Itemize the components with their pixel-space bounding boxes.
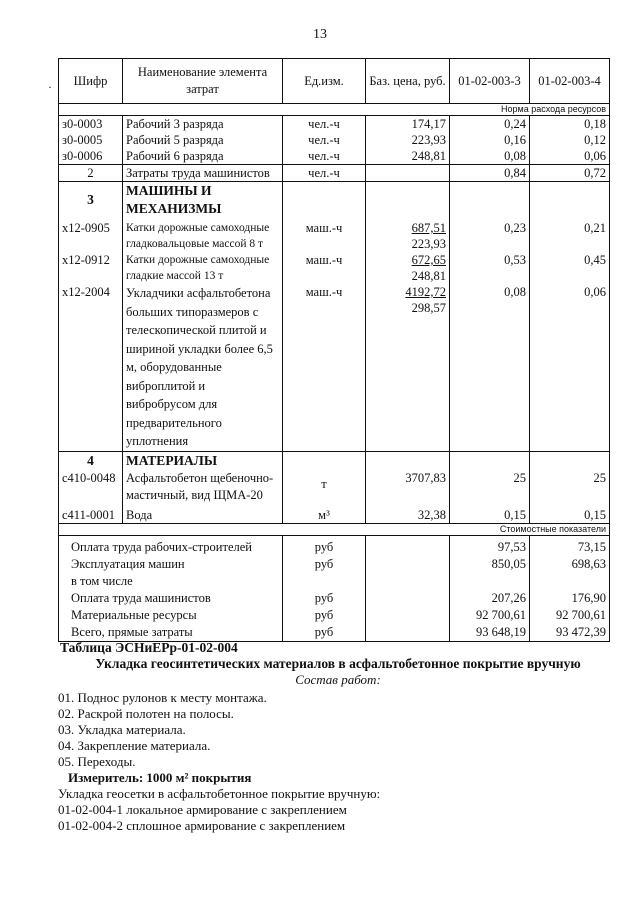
cell-v2: 0,15 (530, 504, 610, 524)
cell-unit: маш.-ч (283, 218, 366, 252)
next-table-section (58, 640, 618, 834)
list-item: 02. Раскрой полотен на полосы. (58, 706, 234, 721)
table-row (59, 252, 610, 284)
cell-price (366, 218, 450, 252)
summary-unit: руб (283, 607, 366, 624)
header-name: Наименование элемента затрат (123, 59, 283, 104)
table-row (59, 218, 610, 252)
cost-label-row (59, 523, 610, 535)
cell-unit: маш.-ч (283, 284, 366, 451)
price-value: 672,65 (411, 253, 446, 267)
cell-v1: 0,53 (450, 252, 530, 284)
cell-v1: 0,16 (450, 132, 530, 148)
name-line: шириной укладки более 6,5 (126, 341, 273, 356)
cell-name: Затраты труда машинистов (123, 165, 283, 182)
header-code: Шифр (59, 59, 123, 104)
cell-unit: чел.-ч (283, 116, 366, 133)
cell-code: х12-0905 (59, 218, 123, 252)
materials-section-row (59, 451, 610, 470)
summary-unit: руб (283, 624, 366, 642)
cell-name (123, 218, 283, 252)
norm-label: Норма расхода ресурсов (59, 104, 610, 116)
cell-v1: 0,08 (450, 284, 530, 451)
list-item: 01. Поднос рулонов к месту монтажа. (58, 690, 267, 705)
name-line: Укладчики асфальтобетона (126, 286, 271, 300)
cell-name (123, 252, 283, 284)
cell-name (123, 470, 283, 504)
cell-v2: 0,21 (530, 218, 610, 252)
cell-code: х12-0912 (59, 252, 123, 284)
list-item: 05. Переходы. (58, 754, 136, 769)
cell-v2: 0,72 (530, 165, 610, 182)
price-operator: 223,93 (411, 237, 446, 251)
cell-v2: 0,18 (530, 116, 610, 133)
summary-label: Эксплуатация машин (59, 556, 283, 573)
cell-v2: 0,12 (530, 132, 610, 148)
cell-unit: т (283, 470, 366, 504)
norm-label-row (59, 104, 610, 116)
section-title: МАТЕРИАЛЫ (123, 451, 283, 470)
machines-section-row (59, 182, 610, 219)
summary-unit: руб (283, 556, 366, 573)
cell-name: Рабочий 3 разряда (123, 116, 283, 133)
price-operator: 248,81 (411, 269, 446, 283)
summary-row (59, 624, 610, 642)
table-header-row (59, 59, 610, 104)
cell-price: 223,93 (366, 132, 450, 148)
summary-v1: 850,05 (450, 556, 530, 573)
table-title: Таблица ЭСНиЕРр-01-02-004 (60, 640, 238, 655)
table-row (59, 132, 610, 148)
cell-price: 248,81 (366, 148, 450, 165)
cell-unit: маш.-ч (283, 252, 366, 284)
composition-label: Состав работ: (295, 672, 381, 687)
cell-code: з0-0006 (59, 148, 123, 165)
name-line: телескопической плитой и (126, 323, 267, 337)
cell-price: 3707,83 (366, 470, 450, 504)
cell-price (366, 284, 450, 451)
section-code: 3 (59, 182, 123, 219)
page-number: 13 (313, 27, 327, 42)
table-row (59, 470, 610, 504)
cell-code: с410-0048 (59, 470, 123, 504)
list-item: Укладка геосетки в асфальтобетонное покрытие вручную: (58, 786, 381, 801)
section-code: 4 (59, 451, 123, 470)
summary-v2: 698,63 (530, 556, 610, 573)
name-line: гладкие массой 13 т (126, 270, 224, 282)
header-col-4: 01-02-003-4 (530, 59, 610, 104)
summary-label: Оплата труда рабочих-строителей (59, 535, 283, 556)
summary-unit: руб (283, 535, 366, 556)
cell-v2: 25 (530, 470, 610, 504)
cell-code: з0-0003 (59, 116, 123, 133)
operator-labor-row (59, 165, 610, 182)
margin-mark: · (48, 80, 52, 94)
list-item: 01-02-004-2 сплошное армирование с закреплением (58, 818, 346, 833)
section-title-line: МЕХАНИЗМЫ (126, 201, 222, 216)
list-item: 04. Закрепление материала. (58, 738, 211, 753)
cell-unit: чел.-ч (283, 132, 366, 148)
summary-label: Всего, прямые затраты (59, 624, 283, 642)
cell-v2: 0,06 (530, 284, 610, 451)
summary-unit: руб (283, 590, 366, 607)
resource-table (58, 58, 610, 642)
summary-label: в том числе (59, 573, 283, 590)
cell-v2: 0,06 (530, 148, 610, 165)
cell-price (366, 252, 450, 284)
cell-v2: 0,45 (530, 252, 610, 284)
cell-name: Рабочий 5 разряда (123, 132, 283, 148)
table-row (59, 284, 610, 451)
cost-label: Стоимостные показатели (59, 523, 610, 535)
cell-v1: 0,15 (450, 504, 530, 524)
cell-v1: 0,08 (450, 148, 530, 165)
summary-row (59, 607, 610, 624)
summary-row (59, 535, 610, 556)
section-title (123, 182, 283, 219)
summary-v1: 92 700,61 (450, 607, 530, 624)
name-line: виброплитой и (126, 378, 206, 393)
work-list (58, 690, 618, 770)
name-line: Катки дорожные самоходные (126, 222, 270, 234)
cell-v1: 0,24 (450, 116, 530, 133)
cell-name: Вода (123, 504, 283, 524)
summary-v2: 93 472,39 (530, 624, 610, 642)
cell-v1: 25 (450, 470, 530, 504)
table-row (59, 504, 610, 524)
table-row (59, 148, 610, 165)
cell-unit: м³ (283, 504, 366, 524)
cell-name: Рабочий 6 разряда (123, 148, 283, 165)
summary-row (59, 590, 610, 607)
name-line: гладковальцовые массой 8 т (126, 238, 264, 250)
summary-label: Материальные ресурсы (59, 607, 283, 624)
cell-code: с411-0001 (59, 504, 123, 524)
summary-row (59, 556, 610, 573)
table-subtitle: Укладка геосинтетических материалов в асфальтобетонное покрытие вручную (95, 656, 581, 671)
cell-price: 174,17 (366, 116, 450, 133)
name-line: м, оборудованные (126, 360, 222, 374)
header-price: Баз. цена, руб. (366, 59, 450, 104)
cell-name (123, 284, 283, 451)
name-line: больших типоразмеров с (126, 304, 259, 319)
summary-v2: 73,15 (530, 535, 610, 556)
cell-v1: 0,23 (450, 218, 530, 252)
cell-unit: чел.-ч (283, 148, 366, 165)
name-line: Асфальтобетон щебеночно- (126, 470, 274, 485)
list-item: 01-02-004-1 локальное армирование с закреплением (58, 802, 347, 817)
summary-v2: 92 700,61 (530, 607, 610, 624)
list-item: 03. Укладка материала. (58, 722, 186, 737)
summary-label: Оплата труда машинистов (59, 590, 283, 607)
price-value: 4192,72 (405, 285, 446, 299)
cell-price: 32,38 (366, 504, 450, 524)
cell-v1: 0,84 (450, 165, 530, 182)
price-value: 687,51 (411, 221, 446, 235)
summary-v1: 93 648,19 (450, 624, 530, 642)
name-line: мастичный, вид ЩМА-20 (126, 487, 263, 502)
price-operator: 298,57 (411, 301, 446, 315)
cell-code: з0-0005 (59, 132, 123, 148)
header-unit: Ед.изм. (283, 59, 366, 104)
summary-v1: 97,53 (450, 535, 530, 556)
cell-price (366, 165, 450, 182)
header-col-3: 01-02-003-3 (450, 59, 530, 104)
summary-row (59, 573, 610, 590)
name-line: Катки дорожные самоходные (126, 254, 270, 266)
summary-v1: 207,26 (450, 590, 530, 607)
summary-v2: 176,90 (530, 590, 610, 607)
table-row (59, 116, 610, 133)
cell-code: 2 (59, 165, 123, 182)
cell-code: х12-2004 (59, 284, 123, 451)
name-line: уплотнения (126, 434, 189, 448)
name-line: предварительного (126, 415, 222, 430)
meter-line: Измеритель: 1000 м² покрытия (68, 770, 252, 785)
cell-unit: чел.-ч (283, 165, 366, 182)
section-title-line: МАШИНЫ И (126, 183, 212, 198)
name-line: вибробрусом для (126, 397, 218, 411)
